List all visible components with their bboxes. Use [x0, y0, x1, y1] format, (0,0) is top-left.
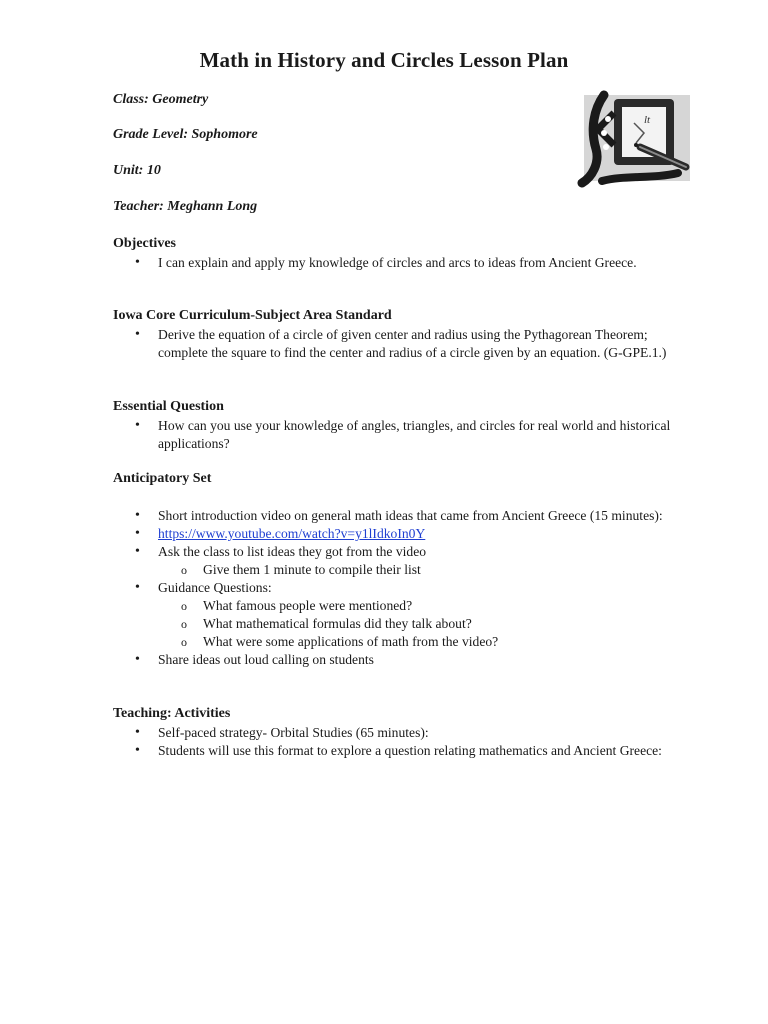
page-title: Math in History and Circles Lesson Plan: [199, 48, 569, 72]
list-ideas-text: Ask the class to list ideas they got from the video: [158, 544, 427, 559]
sub-item: o What famous people were mentioned?: [113, 597, 673, 615]
sub-item: o What mathematical formulas did they talk about?: [113, 615, 673, 633]
teaching-activities-heading: Teaching: Activities: [113, 706, 231, 721]
objectives-section: [113, 235, 673, 272]
objectives-heading: Objectives: [113, 236, 176, 251]
anticipatory-item-link: [113, 525, 673, 543]
sub-item: o What were some applications of math from the video?: [113, 633, 673, 651]
essential-question-item: • How can you use your knowledge of angles, triangles, and circles for real world and historical applications?: [113, 417, 673, 453]
notebook-with-pen-icon: [574, 89, 698, 193]
essential-question-heading: Essential Question: [113, 399, 224, 414]
unit-label: Unit: 10: [113, 163, 161, 178]
youtube-link[interactable]: https://www.youtube.com/watch?v=y1lIdkoIn0Y: [158, 526, 426, 541]
anticipatory-set-section: [113, 470, 673, 669]
standard-heading: Iowa Core Curriculum-Subject Area Standard: [113, 308, 392, 323]
anticipatory-item-share: • Share ideas out loud calling on students: [113, 651, 673, 669]
anticipatory-item-guidance: [113, 579, 673, 651]
svg-text:lt: lt: [644, 114, 651, 126]
sub-item: o Give them 1 minute to compile their list: [113, 561, 673, 579]
essential-question-section: [113, 398, 673, 453]
teaching-item: • Self-paced strategy- Orbital Studies (65 minutes):: [113, 724, 673, 742]
anticipatory-item-video: • Short introduction video on general math ideas that came from Ancient Greece (15 minutes):: [113, 507, 673, 525]
anticipatory-set-heading: Anticipatory Set: [113, 471, 212, 486]
standard-item: • Derive the equation of a circle of given center and radius using the Pythagorean Theorem; complete the square to find the center and radius of a circle given by an equation. (G-GPE.1.): [113, 326, 673, 362]
teaching-activities-section: [113, 705, 673, 760]
grade-level-label: Grade Level: Sophomore: [113, 127, 258, 142]
objective-item: • I can explain and apply my knowledge of circles and arcs to ideas from Ancient Greece.: [113, 254, 673, 272]
teacher-label: Teacher: Meghann Long: [113, 199, 258, 214]
class-label: Class: Geometry: [113, 92, 209, 107]
guidance-questions-text: Guidance Questions:: [158, 580, 272, 595]
standard-section: [113, 307, 673, 362]
teaching-item: • Students will use this format to explore a question relating mathematics and Ancient Greece:: [113, 742, 673, 760]
anticipatory-item-list-ideas: [113, 543, 673, 579]
